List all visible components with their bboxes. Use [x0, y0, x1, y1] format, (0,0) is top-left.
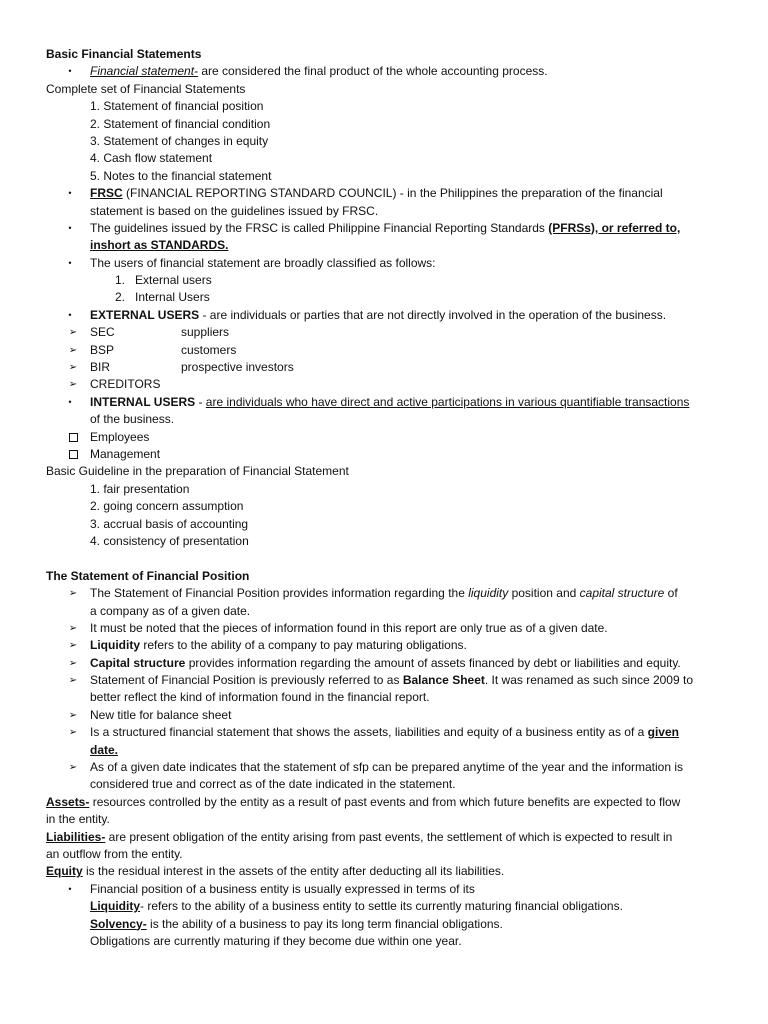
list-item: [0, 429, 768, 446]
dash: -: [195, 394, 206, 409]
emphasis: Balance Sheet: [402, 673, 485, 688]
term: Financial statement-: [90, 64, 199, 79]
definition: is the ability of a business to pay its long term financial obligations.: [146, 916, 503, 931]
text: Is a structured financial statement that shows the assets, liabilities and equity of a business entity as of a: [90, 725, 648, 740]
text: New title for balance sheet: [90, 707, 232, 722]
definition-line: [0, 898, 768, 915]
continuation: inshort as STANDARDS.: [90, 238, 229, 253]
arrow-icon: ➢: [68, 362, 78, 374]
bullet-icon: •: [68, 396, 72, 407]
term: INTERNAL USERS: [90, 394, 196, 409]
item-label: Management: [90, 446, 161, 461]
continuation: considered true and correct as of the date indicated in the statement.: [90, 777, 456, 792]
term: Capital structure: [90, 655, 186, 670]
definition: is the residual interest in the assets of the entity after deducting all its liabilities.: [82, 864, 505, 879]
definition: - are individuals or parties that are not directly involved in the operation of the business.: [199, 307, 667, 322]
section-heading: The Statement of Financial Position: [46, 568, 250, 583]
term: Liabilities-: [46, 829, 106, 844]
text: . It was renamed as such since 2009 to: [484, 673, 693, 688]
list-item: [0, 272, 768, 289]
bullet-icon: •: [68, 883, 72, 894]
col-b: prospective investors: [181, 360, 294, 375]
list-item: 1. Statement of financial position: [90, 99, 264, 114]
spacer: [0, 550, 768, 567]
list-item: 1. fair presentation: [90, 481, 190, 496]
arrow-icon: ➢: [68, 675, 78, 687]
list-item: [0, 655, 768, 672]
continuation: a company as of a given date.: [90, 603, 251, 618]
list-item: [0, 724, 768, 741]
list-item: [0, 324, 768, 341]
term: Liquidity: [90, 899, 140, 914]
arrow-icon: ➢: [68, 379, 78, 391]
list-item: [0, 446, 768, 463]
list-item: 2. Statement of financial condition: [90, 116, 271, 131]
definition: resources controlled by the entity as a result of past events and from which future benefits are expected to flow: [89, 794, 681, 809]
arrow-icon: ➢: [68, 588, 78, 600]
emphasis: given: [647, 725, 679, 740]
col-a: CREDITORS: [90, 377, 161, 392]
continuation: date.: [90, 742, 119, 757]
item-label: Employees: [90, 429, 150, 444]
doc-title: Basic Financial Statements: [46, 47, 202, 61]
list-item: [0, 637, 768, 654]
definition: - refers to the ability of a business entity to settle its currently maturing financial obligations.: [140, 899, 623, 914]
item-label: Internal Users: [135, 290, 210, 305]
text: The users of financial statement are broadly classified as follows:: [90, 255, 436, 270]
arrow-icon: ➢: [68, 762, 78, 774]
definition: refers to the ability of a company to pay maturing obligations.: [140, 638, 467, 653]
list-item: [0, 359, 768, 376]
list-item: [0, 185, 768, 202]
continuation: an outflow from the entity.: [46, 846, 183, 861]
emphasis: (PFRSs), or referred to,: [548, 220, 681, 235]
list-item: 5. Notes to the financial statement: [90, 168, 272, 183]
list-item: [0, 342, 768, 359]
definition: are considered the final product of the whole accounting process.: [198, 64, 548, 79]
term: EXTERNAL USERS: [90, 307, 200, 322]
text: Financial position of a business entity is usually expressed in terms of its: [90, 881, 475, 896]
list-item: [0, 255, 768, 272]
text: The guidelines issued by the FRSC is called Philippine Financial Reporting Standards: [90, 220, 549, 235]
section-heading: Basic Guideline in the preparation of Financial Statement: [46, 464, 349, 479]
col-b: suppliers: [181, 325, 230, 340]
continuation: of the business.: [90, 412, 175, 427]
definition-line: [0, 916, 768, 933]
continuation: in the entity.: [46, 812, 110, 827]
list-item: 2. going concern assumption: [90, 499, 244, 514]
list-item: 4. consistency of presentation: [90, 533, 249, 548]
definition: (FINANCIAL REPORTING STANDARD COUNCIL) - in the Philippines the preparation of the financial: [122, 186, 663, 201]
bullet-icon: •: [68, 309, 72, 320]
list-item: 3. Statement of changes in equity: [90, 133, 269, 148]
col-a: BIR: [90, 360, 111, 375]
col-a: SEC: [90, 325, 115, 340]
arrow-icon: ➢: [68, 640, 78, 652]
definition-line: [0, 829, 768, 846]
term: Liquidity: [90, 638, 140, 653]
term: FRSC: [90, 186, 123, 201]
item-label: External users: [135, 273, 212, 288]
bullet-icon: •: [68, 66, 72, 77]
definition-line: [0, 794, 768, 811]
item-number: 2.: [115, 290, 126, 305]
list-item: [0, 394, 768, 411]
bullet-icon: •: [68, 188, 72, 199]
list-item: [0, 585, 768, 602]
list-item: 4. Cash flow statement: [90, 151, 213, 166]
continuation: statement is based on the guidelines issued by FRSC.: [90, 203, 379, 218]
list-item: [0, 376, 768, 393]
text: of: [664, 586, 678, 601]
bullet-icon: •: [68, 222, 72, 233]
list-item: [0, 220, 768, 237]
definition-line: [0, 863, 768, 880]
item-number: 1.: [115, 273, 126, 288]
arrow-icon: ➢: [68, 709, 78, 721]
section-heading: Complete set of Financial Statements: [46, 81, 246, 96]
list-item: [0, 707, 768, 724]
arrow-icon: ➢: [68, 657, 78, 669]
text: position and: [508, 586, 580, 601]
arrow-icon: ➢: [68, 622, 78, 634]
list-item: [0, 307, 768, 324]
col-a: BSP: [90, 342, 115, 357]
checkbox-icon: [66, 446, 80, 463]
arrow-icon: ➢: [68, 327, 78, 339]
emphasis: capital structure: [579, 586, 665, 601]
text: It must be noted that the pieces of information found in this report are only true as of a given date.: [90, 620, 608, 635]
arrow-icon: ➢: [68, 344, 78, 356]
term: Assets-: [46, 794, 90, 809]
list-item: [0, 63, 768, 80]
list-item: [0, 672, 768, 689]
list-item: [0, 289, 768, 306]
bullet-icon: •: [68, 257, 72, 268]
continuation: Obligations are currently maturing if they become due within one year.: [90, 933, 462, 948]
list-item: [0, 881, 768, 898]
arrow-icon: ➢: [68, 727, 78, 739]
list-item: [0, 759, 768, 776]
definition: are present obligation of the entity arising from past events, the settlement of which is expected to result in: [105, 829, 673, 844]
definition: are individuals who have direct and active participations in various quantifiable transactions: [205, 394, 690, 409]
text: Statement of Financial Position is previously referred to as: [90, 673, 403, 688]
term: Equity: [46, 864, 83, 879]
list-item: 3. accrual basis of accounting: [90, 516, 249, 531]
emphasis: liquidity: [468, 586, 509, 601]
col-b: customers: [181, 342, 237, 357]
text: As of a given date indicates that the statement of sfp can be prepared anytime of the year and the information is: [90, 760, 684, 775]
term: Solvency-: [90, 916, 147, 931]
text: The Statement of Financial Position provides information regarding the: [90, 586, 469, 601]
list-item: [0, 620, 768, 637]
checkbox-icon: [66, 429, 80, 446]
continuation: better reflect the kind of information found in the financial report.: [90, 690, 430, 705]
definition: provides information regarding the amount of assets financed by debt or liabilities and equity.: [185, 655, 681, 670]
